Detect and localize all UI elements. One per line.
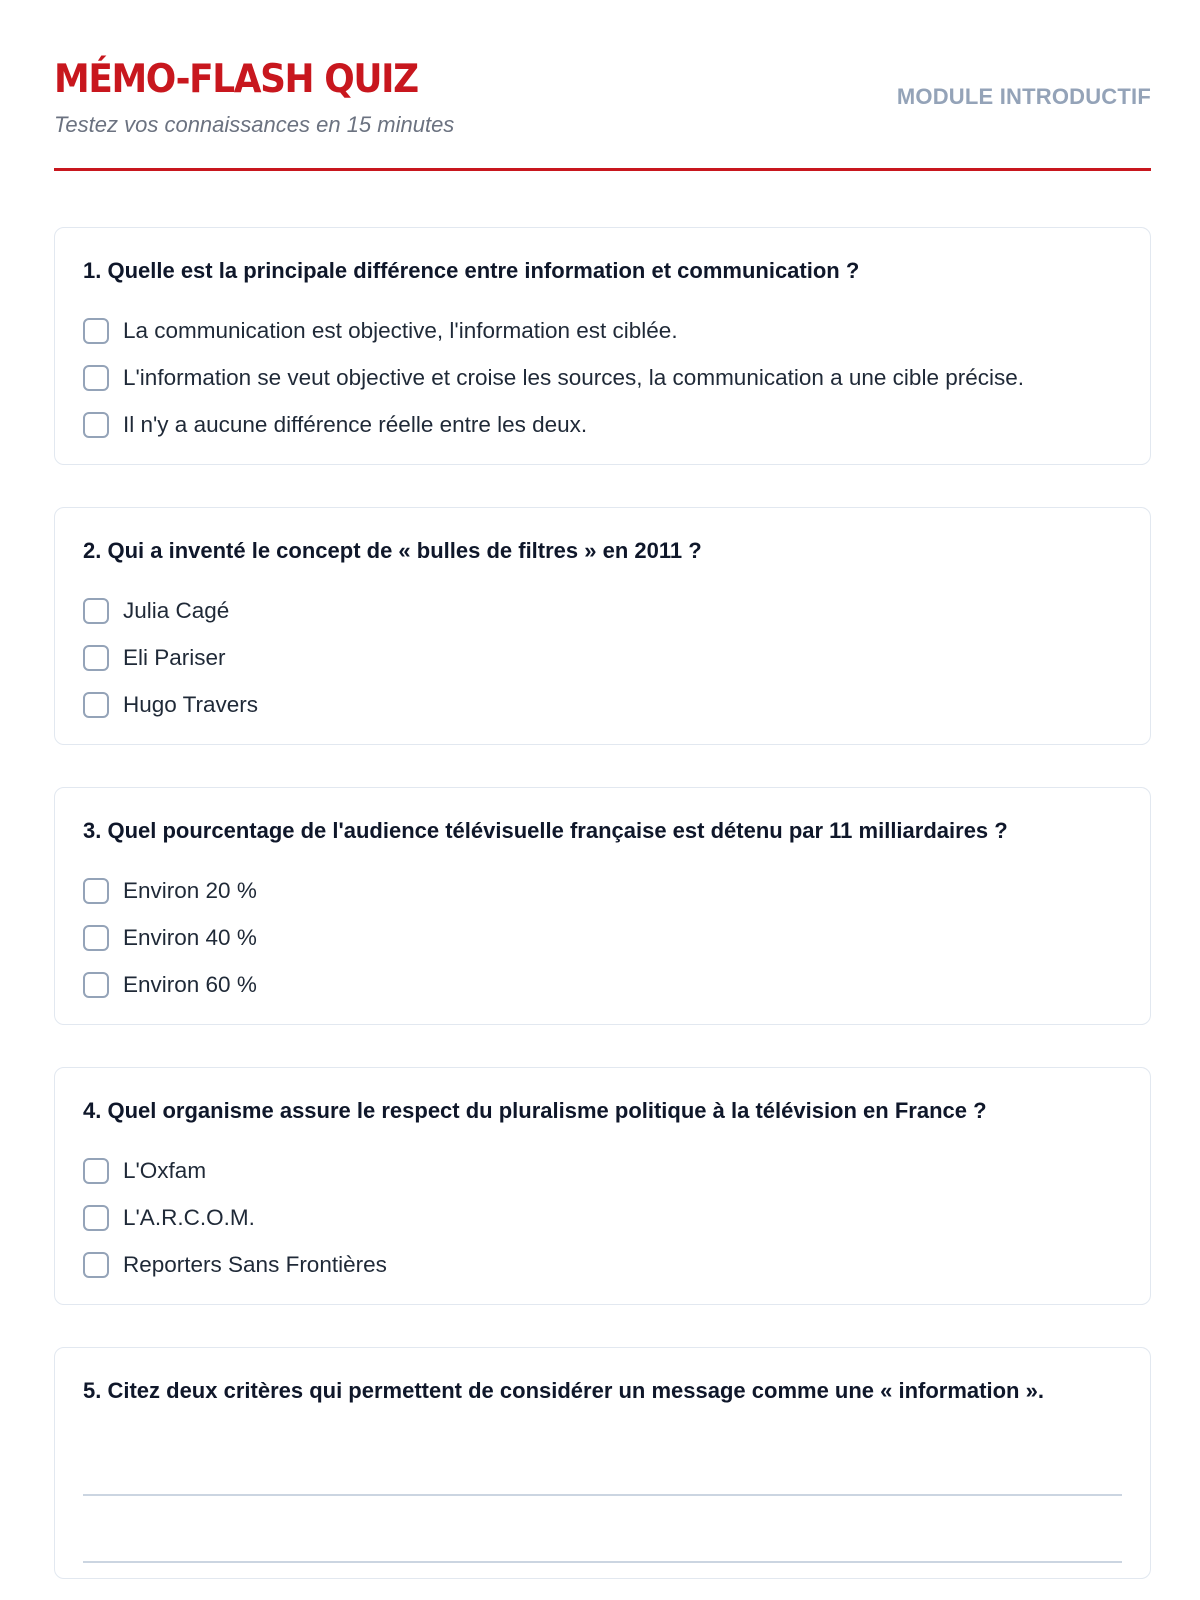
checkbox[interactable]	[83, 1205, 109, 1231]
checkbox[interactable]	[83, 1158, 109, 1184]
checkbox[interactable]	[83, 318, 109, 344]
option-label: L'information se veut objective et croise les sources, la communication a une cible précise.	[123, 364, 1024, 390]
answer-area[interactable]	[83, 1429, 1122, 1563]
checkbox[interactable]	[83, 972, 109, 998]
option-item[interactable]	[83, 307, 1122, 354]
option-label: L'Oxfam	[123, 1157, 207, 1183]
option-list	[83, 1147, 1122, 1288]
quiz-subtitle: Testez vos connaissances en 15 minutes	[54, 112, 455, 137]
option-label: Julia Cagé	[123, 597, 230, 623]
checkbox[interactable]	[83, 412, 109, 438]
answer-line[interactable]	[83, 1429, 1122, 1496]
option-label: L'A.R.C.O.M.	[123, 1204, 255, 1230]
option-item[interactable]	[83, 354, 1122, 401]
option-list	[83, 307, 1122, 448]
quiz-title: MÉMO-FLASH QUIZ	[54, 57, 418, 102]
option-item[interactable]	[83, 1147, 1122, 1194]
question-card-5	[54, 1347, 1151, 1579]
question-text: 5. Citez deux critères qui permettent de considérer un message comme une « information ».	[83, 1378, 1044, 1403]
option-label: La communication est objective, l'information est ciblée.	[123, 317, 678, 343]
answer-line[interactable]	[83, 1496, 1122, 1563]
question-card-3	[54, 787, 1151, 1025]
option-label: Hugo Travers	[123, 691, 259, 717]
option-label: Environ 60 %	[123, 971, 257, 997]
option-list	[83, 867, 1122, 1008]
option-item[interactable]	[83, 401, 1122, 448]
option-item[interactable]	[83, 1194, 1122, 1241]
question-card-4	[54, 1067, 1151, 1305]
option-item[interactable]	[83, 867, 1122, 914]
quiz-header	[54, 54, 1151, 171]
option-label: Reporters Sans Frontières	[123, 1251, 387, 1277]
checkbox[interactable]	[83, 645, 109, 671]
option-item[interactable]	[83, 914, 1122, 961]
question-text: 2. Qui a inventé le concept de « bulles de filtres » en 2011 ?	[83, 538, 702, 563]
question-card-2	[54, 507, 1151, 745]
module-label: MODULE INTRODUCTIF	[896, 84, 1151, 109]
option-item[interactable]	[83, 634, 1122, 681]
checkbox[interactable]	[83, 598, 109, 624]
option-item[interactable]	[83, 681, 1122, 728]
question-text: 4. Quel organisme assure le respect du pluralisme politique à la télévision en France ?	[83, 1098, 987, 1123]
option-label: Environ 40 %	[123, 924, 257, 950]
option-list	[83, 587, 1122, 728]
option-label: Il n'y a aucune différence réelle entre les deux.	[123, 411, 588, 437]
checkbox[interactable]	[83, 878, 109, 904]
option-item[interactable]	[83, 587, 1122, 634]
checkbox[interactable]	[83, 365, 109, 391]
checkbox[interactable]	[83, 925, 109, 951]
option-item[interactable]	[83, 961, 1122, 1008]
question-card-1	[54, 227, 1151, 465]
question-text: 1. Quelle est la principale différence entre information et communication ?	[83, 258, 860, 283]
option-item[interactable]	[83, 1241, 1122, 1288]
option-label: Environ 20 %	[123, 877, 257, 903]
checkbox[interactable]	[83, 1252, 109, 1278]
option-label: Eli Pariser	[123, 644, 226, 670]
question-text: 3. Quel pourcentage de l'audience télévisuelle française est détenu par 11 milliardaires ?	[83, 818, 1008, 843]
checkbox[interactable]	[83, 692, 109, 718]
